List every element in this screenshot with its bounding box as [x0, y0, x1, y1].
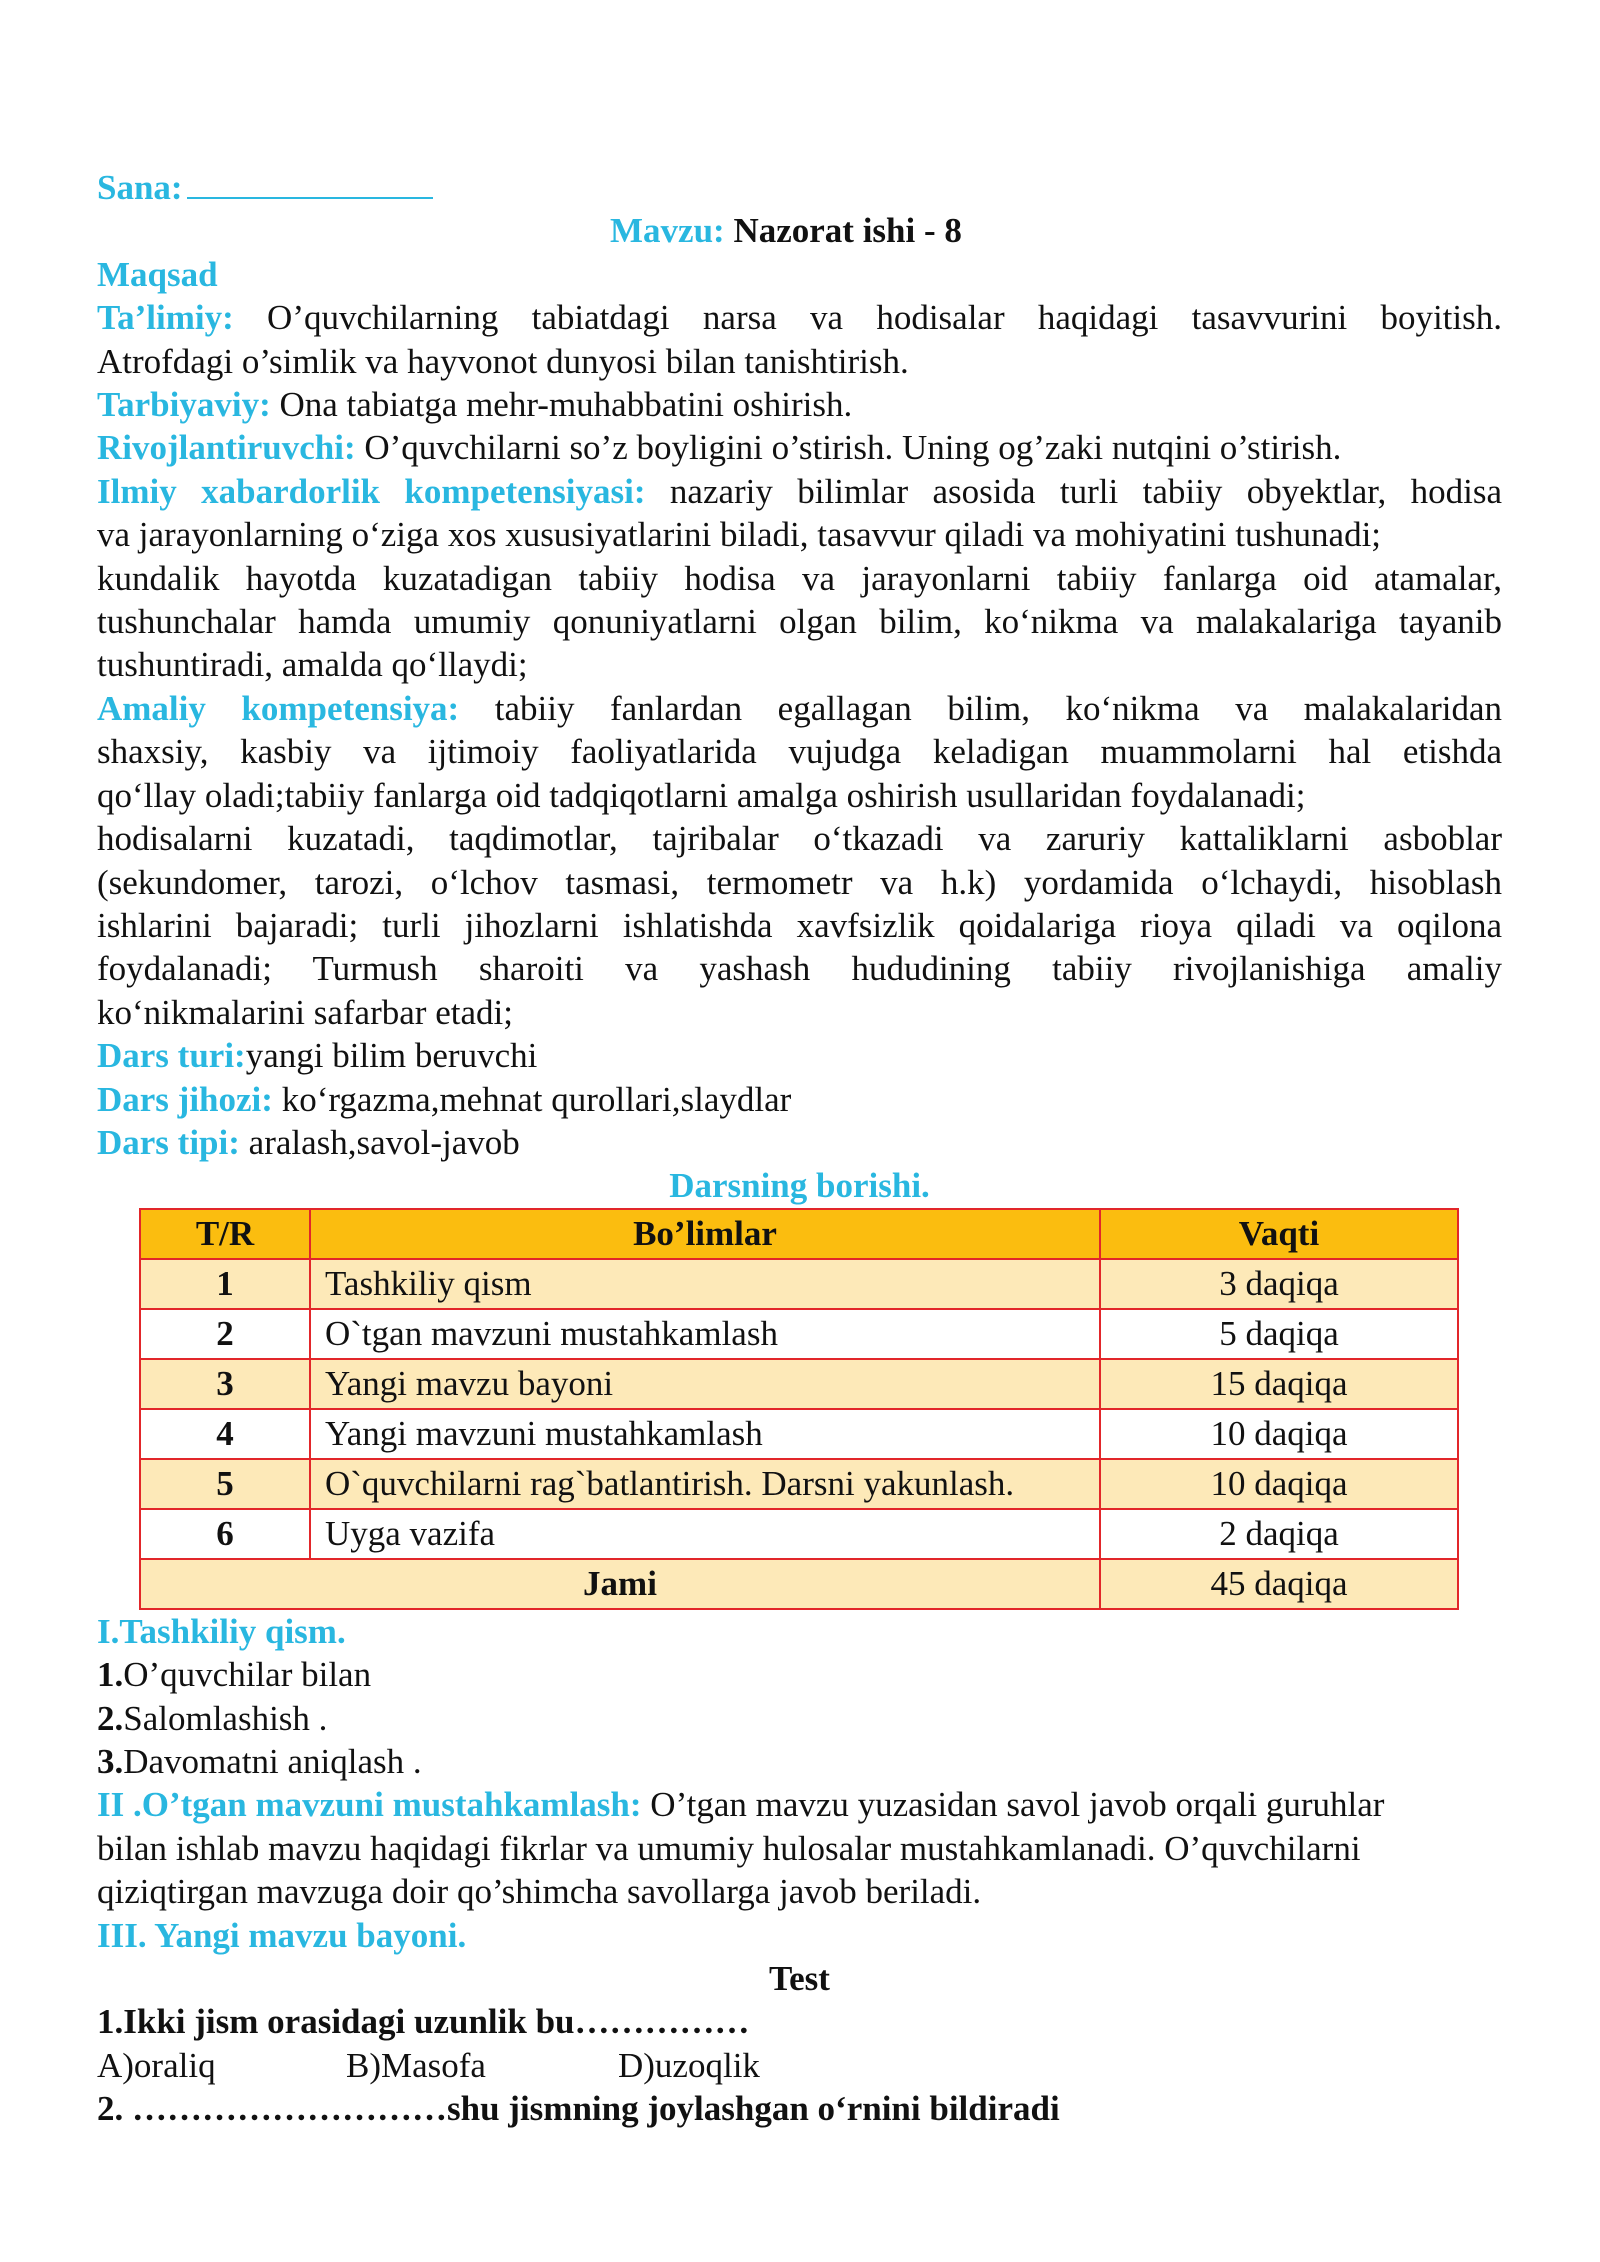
- scientific-competence-text-2: va jarayonlarning o‘ziga xos xususiyatlarini biladi, tasavvur qiladi va mohiyatini tushunadi;: [97, 515, 1382, 555]
- scientific-competence-line-1: [97, 470, 1502, 513]
- date-label: Sana:: [97, 168, 183, 207]
- review-section-text-3: qiziqtirgan mavzuga doir qo’shimcha savollarga javob beriladi.: [97, 1872, 982, 1912]
- lesson-kind-value: aralash,savol-javob: [248, 1122, 520, 1162]
- option-d: D)uzoqlik: [618, 2045, 760, 2085]
- list-item-number: 3.: [97, 1741, 124, 1781]
- scientific-competence-text-3: kundalik hayotda kuzatadigan tabiiy hodisa va jarayonlarni tabiiy fanlarga oid atamalar,: [97, 558, 1502, 598]
- table-header-sections: Bo’limlar: [310, 1209, 1100, 1259]
- educational-goal-label: Ta’limiy:: [97, 298, 234, 338]
- test-question-1: 1.Ikki jism orasidagi uzunlik bu……………: [97, 2002, 750, 2042]
- upbringing-goal-text: Ona tabiatga mehr-muhabbatini oshirish.: [279, 385, 853, 425]
- total-time: 45 daqiqa: [1100, 1559, 1458, 1609]
- lesson-equipment-row: [97, 1078, 1502, 1121]
- table-row: [140, 1359, 1458, 1409]
- row-section: Yangi mavzu bayoni: [310, 1359, 1100, 1409]
- table-header-time: Vaqti: [1100, 1209, 1458, 1259]
- goal-heading: Maqsad: [97, 254, 218, 294]
- practical-competence-text-6: ishlarini bajaradi; turli jihozlarni ishlatishda xavfsizlik qoidalariga rioya qiladi va oqilona: [97, 905, 1502, 945]
- review-section-text-1: O’tgan mavzu yuzasidan savol javob orqali guruhlar: [650, 1785, 1385, 1825]
- review-section-line-1: [97, 1783, 1502, 1826]
- lesson-kind-label: Dars tipi:: [97, 1122, 240, 1162]
- row-time: 3 daqiqa: [1100, 1259, 1458, 1309]
- row-number: 6: [140, 1509, 310, 1559]
- lesson-equipment-label: Dars jihozi:: [97, 1079, 273, 1119]
- practical-competence-line-1: [97, 687, 1502, 730]
- option-b: B)Masofa: [346, 2045, 486, 2085]
- practical-competence-text-2: shaxsiy, kasbiy va ijtimoiy faoliyatlarida vujudga keladigan muammolarni hal etishda: [97, 732, 1502, 772]
- test-question-1-options: [97, 2044, 1502, 2087]
- lesson-type-value: yangi bilim beruvchi: [245, 1036, 538, 1076]
- lesson-type-row: [97, 1034, 1502, 1077]
- educational-goal-text-1: O’quvchilarning tabiatdagi narsa va hodisalar haqidagi tasavvurini boyitish.: [267, 298, 1502, 338]
- topic-value: Nazorat ishi - 8: [733, 211, 962, 251]
- scientific-competence-label: Ilmiy xabardorlik kompetensiyasi:: [97, 471, 646, 511]
- row-number: 4: [140, 1409, 310, 1459]
- row-number: 3: [140, 1359, 310, 1409]
- list-item-text: O’quvchilar bilan: [123, 1655, 372, 1695]
- review-section-label: II .O’tgan mavzuni mustahkamlash:: [97, 1785, 642, 1825]
- row-section: O`quvchilarni rag`batlantirish. Darsni yakunlash.: [310, 1459, 1100, 1509]
- educational-goal-text-2: Atrofdagi o’simlik va hayvonot dunyosi bilan tanishtirish.: [97, 341, 909, 381]
- list-item-number: 2.: [97, 1698, 124, 1738]
- scientific-competence-text-1: nazariy bilimlar asosida turli tabiiy obyektlar, hodisa: [669, 471, 1502, 511]
- table-row: [140, 1509, 1458, 1559]
- test-question-2: 2. ………………………shu jismning joylashgan o‘rnini bildiradi: [97, 2089, 1060, 2129]
- row-number: 5: [140, 1459, 310, 1509]
- row-section: O`tgan mavzuni mustahkamlash: [310, 1309, 1100, 1359]
- table-header-number: T/R: [140, 1209, 310, 1259]
- upbringing-goal-row: [97, 383, 1502, 426]
- practical-competence-label: Amaliy kompetensiya:: [97, 688, 460, 728]
- lesson-plan-page: [97, 166, 1502, 2131]
- list-item: [97, 1697, 1502, 1740]
- table-header-row: [140, 1209, 1458, 1259]
- row-number: 1: [140, 1259, 310, 1309]
- lesson-type-label: Dars turi:: [97, 1036, 246, 1076]
- test-title: Test: [769, 1959, 830, 1998]
- table-row: [140, 1409, 1458, 1459]
- developmental-goal-label: Rivojlantiruvchi:: [97, 428, 356, 468]
- practical-competence-text-5: (sekundomer, tarozi, o‘lchov tasmasi, termometr va h.k) yordamida o‘lchaydi, hisoblash: [97, 862, 1502, 902]
- row-time: 5 daqiqa: [1100, 1309, 1458, 1359]
- option-a: A)oraliq: [97, 2045, 216, 2085]
- table-row: [140, 1259, 1458, 1309]
- practical-competence-text-4: hodisalarni kuzatadi, taqdimotlar, tajribalar o‘tkazadi va zaruriy kattaliklarni asboblar: [97, 819, 1502, 859]
- practical-competence-text-3: qo‘llay oladi;tabiiy fanlarga oid tadqiqotlarni amalga oshirish usullaridan foydalanadi;: [97, 775, 1306, 815]
- list-item: [97, 1740, 1502, 1783]
- lesson-flow-title: Darsning borishi.: [669, 1166, 930, 1206]
- row-time: 10 daqiqa: [1100, 1409, 1458, 1459]
- lesson-equipment-value: ko‘rgazma,mehnat qurollari,slaydlar: [281, 1079, 792, 1119]
- list-item-text: Davomatni aniqlash .: [123, 1741, 422, 1781]
- row-time: 2 daqiqa: [1100, 1509, 1458, 1559]
- date-blank-line: [187, 167, 433, 199]
- developmental-goal-row: [97, 426, 1502, 469]
- practical-competence-text-8: ko‘nikmalarini safarbar etadi;: [97, 992, 513, 1032]
- new-topic-heading: III. Yangi mavzu bayoni.: [97, 1915, 467, 1955]
- row-time: 15 daqiqa: [1100, 1359, 1458, 1409]
- table-row: [140, 1459, 1458, 1509]
- table-total-row: [140, 1559, 1458, 1609]
- topic-label: Mavzu:: [610, 211, 725, 251]
- row-section: Uyga vazifa: [310, 1509, 1100, 1559]
- practical-competence-text-1: tabiiy fanlardan egallagan bilim, ko‘nikma va malakalaridan: [494, 688, 1502, 728]
- upbringing-goal-label: Tarbiyaviy:: [97, 385, 271, 425]
- lesson-kind-row: [97, 1121, 1502, 1164]
- developmental-goal-text: O’quvchilarni so’z boyligini o’stirish. Uning og’zaki nutqini o’stirish.: [364, 428, 1342, 468]
- total-label: Jami: [140, 1559, 1100, 1609]
- organizational-part-heading: I.Tashkiliy qism.: [97, 1611, 346, 1651]
- row-section: Yangi mavzuni mustahkamlash: [310, 1409, 1100, 1459]
- row-time: 10 daqiqa: [1100, 1459, 1458, 1509]
- row-number: 2: [140, 1309, 310, 1359]
- scientific-competence-text-4: tushunchalar hamda umumiy qonuniyatlarni olgan bilim, ko‘nikma va malakalariga tayanib: [97, 602, 1502, 642]
- list-item-text: Salomlashish .: [123, 1698, 328, 1738]
- table-row: [140, 1309, 1458, 1359]
- list-item: [97, 1653, 1502, 1696]
- educational-goal-line-1: [97, 296, 1502, 339]
- row-section: Tashkiliy qism: [310, 1259, 1100, 1309]
- list-item-number: 1.: [97, 1655, 124, 1695]
- topic-row: [97, 209, 1502, 252]
- practical-competence-text-7: foydalanadi; Turmush sharoiti va yashash hududining tabiiy rivojlanishiga amaliy: [97, 949, 1502, 989]
- review-section-text-2: bilan ishlab mavzu haqidagi fikrlar va umumiy hulosalar mustahkamlanadi. O’quvchilarni: [97, 1828, 1361, 1868]
- lesson-flow-table: [139, 1208, 1459, 1610]
- scientific-competence-text-5: tushuntiradi, amalda qo‘llaydi;: [97, 645, 528, 685]
- date-row: [97, 166, 1502, 209]
